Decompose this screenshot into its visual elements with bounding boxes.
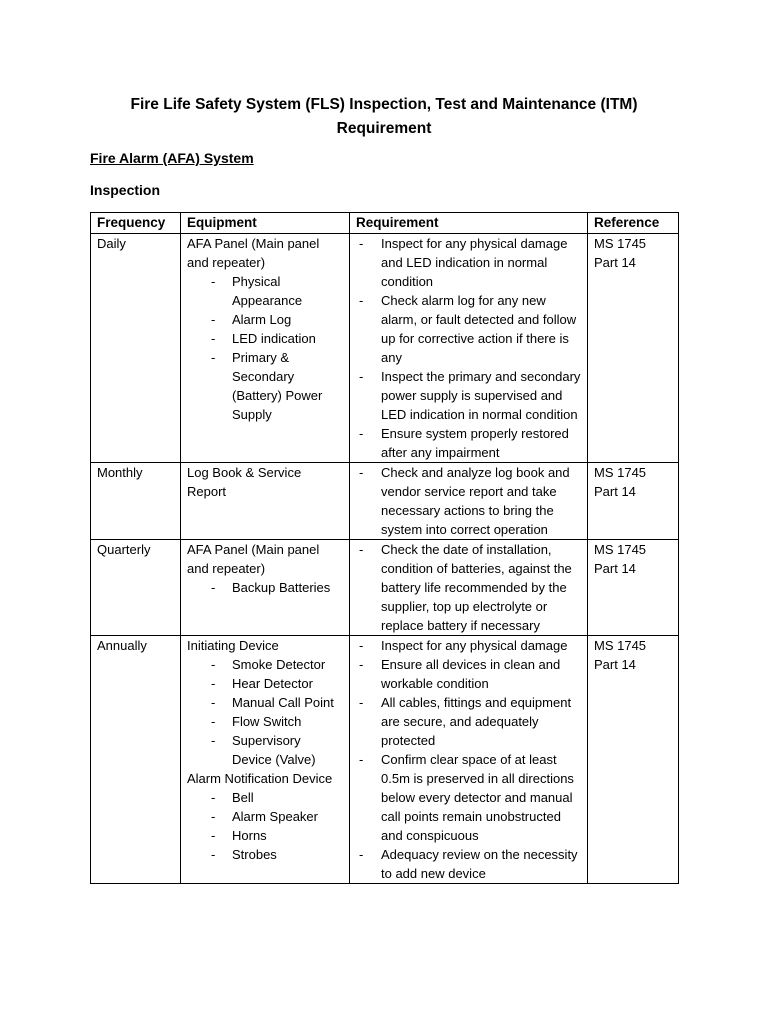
requirement-item: - Check and analyze log book and vendor service report and take necessary actions to bring the system into correct operation <box>356 463 581 539</box>
frequency-cell: Daily <box>91 234 181 463</box>
equipment-item: - Alarm Log <box>187 310 343 329</box>
requirement-cell <box>350 540 588 636</box>
requirement-cell <box>350 463 588 540</box>
requirement-item: - Check alarm log for any new alarm, or fault detected and follow up for corrective action if there is any <box>356 291 581 367</box>
equipment-item: - Supervisory Device (Valve) <box>187 731 343 769</box>
requirement-item: - Ensure system properly restored after any impairment <box>356 424 581 462</box>
requirement-item: - All cables, fittings and equipment are secure, and adequately protected <box>356 693 581 750</box>
frequency-cell: Monthly <box>91 463 181 540</box>
requirement-item: - Adequacy review on the necessity to add new device <box>356 845 581 883</box>
requirement-item: - Check the date of installation, condition of batteries, against the battery life recommended by the supplier, top up electrolyte or replace battery if necessary <box>356 540 581 635</box>
table-row <box>91 636 679 884</box>
equipment-list <box>187 272 343 424</box>
requirement-cell <box>350 636 588 884</box>
reference-cell <box>588 234 679 463</box>
table-row <box>91 540 679 636</box>
equipment-item: - Horns <box>187 826 343 845</box>
equipment-heading: Initiating Device <box>187 638 279 653</box>
section-heading: Fire Alarm (AFA) System <box>90 150 254 166</box>
equipment-list-2 <box>187 788 343 864</box>
equipment-cell <box>181 463 350 540</box>
equipment-list <box>187 578 343 597</box>
requirement-item: - Ensure all devices in clean and workable condition <box>356 655 581 693</box>
reference-standard: MS 1745 <box>594 236 647 251</box>
equipment-heading: AFA Panel (Main panel and repeater) <box>187 542 320 576</box>
reference-standard: MS 1745 <box>594 465 647 480</box>
reference-cell <box>588 463 679 540</box>
equipment-heading: AFA Panel (Main panel and repeater) <box>187 236 320 270</box>
header-equipment: Equipment <box>181 213 350 234</box>
reference-part: Part 14 <box>594 561 636 576</box>
equipment-item: - Strobes <box>187 845 343 864</box>
requirement-list <box>356 636 581 883</box>
reference-cell <box>588 636 679 884</box>
reference-standard: MS 1745 <box>594 638 647 653</box>
table-row <box>91 234 679 463</box>
subsection-heading: Inspection <box>90 182 161 198</box>
equipment-item: - Backup Batteries <box>187 578 343 597</box>
equipment-heading: Log Book & Service Report <box>187 465 302 499</box>
requirement-list <box>356 234 581 462</box>
reference-part: Part 14 <box>594 484 636 499</box>
frequency-cell: Quarterly <box>91 540 181 636</box>
reference-part: Part 14 <box>594 255 636 270</box>
reference-cell <box>588 540 679 636</box>
requirement-item: - Confirm clear space of at least 0.5m is preserved in all directions below every detector and manual call points remain unobstructed and conspicuous <box>356 750 581 845</box>
requirement-item: - Inspect the primary and secondary power supply is supervised and LED indication in normal condition <box>356 367 581 424</box>
document-title: Fire Life Safety System (FLS) Inspection, Test and Maintenance (ITM) Requirement <box>130 96 638 137</box>
requirement-item: - Inspect for any physical damage and LED indication in normal condition <box>356 234 581 291</box>
equipment-item: - Hear Detector <box>187 674 343 693</box>
frequency-cell: Annually <box>91 636 181 884</box>
requirement-list <box>356 463 581 539</box>
reference-standard: MS 1745 <box>594 542 647 557</box>
equipment-item: - Flow Switch <box>187 712 343 731</box>
header-requirement: Requirement <box>350 213 588 234</box>
equipment-item: - Primary & Secondary (Battery) Power Supply <box>187 348 343 424</box>
equipment-item: - Bell <box>187 788 343 807</box>
table-header-row <box>91 213 679 234</box>
itm-table <box>90 212 679 884</box>
equipment-list <box>187 655 343 769</box>
equipment-item: - Alarm Speaker <box>187 807 343 826</box>
equipment-cell <box>181 234 350 463</box>
equipment-cell <box>181 636 350 884</box>
equipment-item: - LED indication <box>187 329 343 348</box>
equipment-heading-2: Alarm Notification Device <box>187 771 333 786</box>
header-frequency: Frequency <box>91 213 181 234</box>
reference-part: Part 14 <box>594 657 636 672</box>
requirement-list <box>356 540 581 635</box>
equipment-item: - Physical Appearance <box>187 272 343 310</box>
table-row <box>91 463 679 540</box>
equipment-item: - Smoke Detector <box>187 655 343 674</box>
requirement-cell <box>350 234 588 463</box>
equipment-cell <box>181 540 350 636</box>
requirement-item: - Inspect for any physical damage <box>356 636 581 655</box>
equipment-item: - Manual Call Point <box>187 693 343 712</box>
header-reference: Reference <box>588 213 679 234</box>
